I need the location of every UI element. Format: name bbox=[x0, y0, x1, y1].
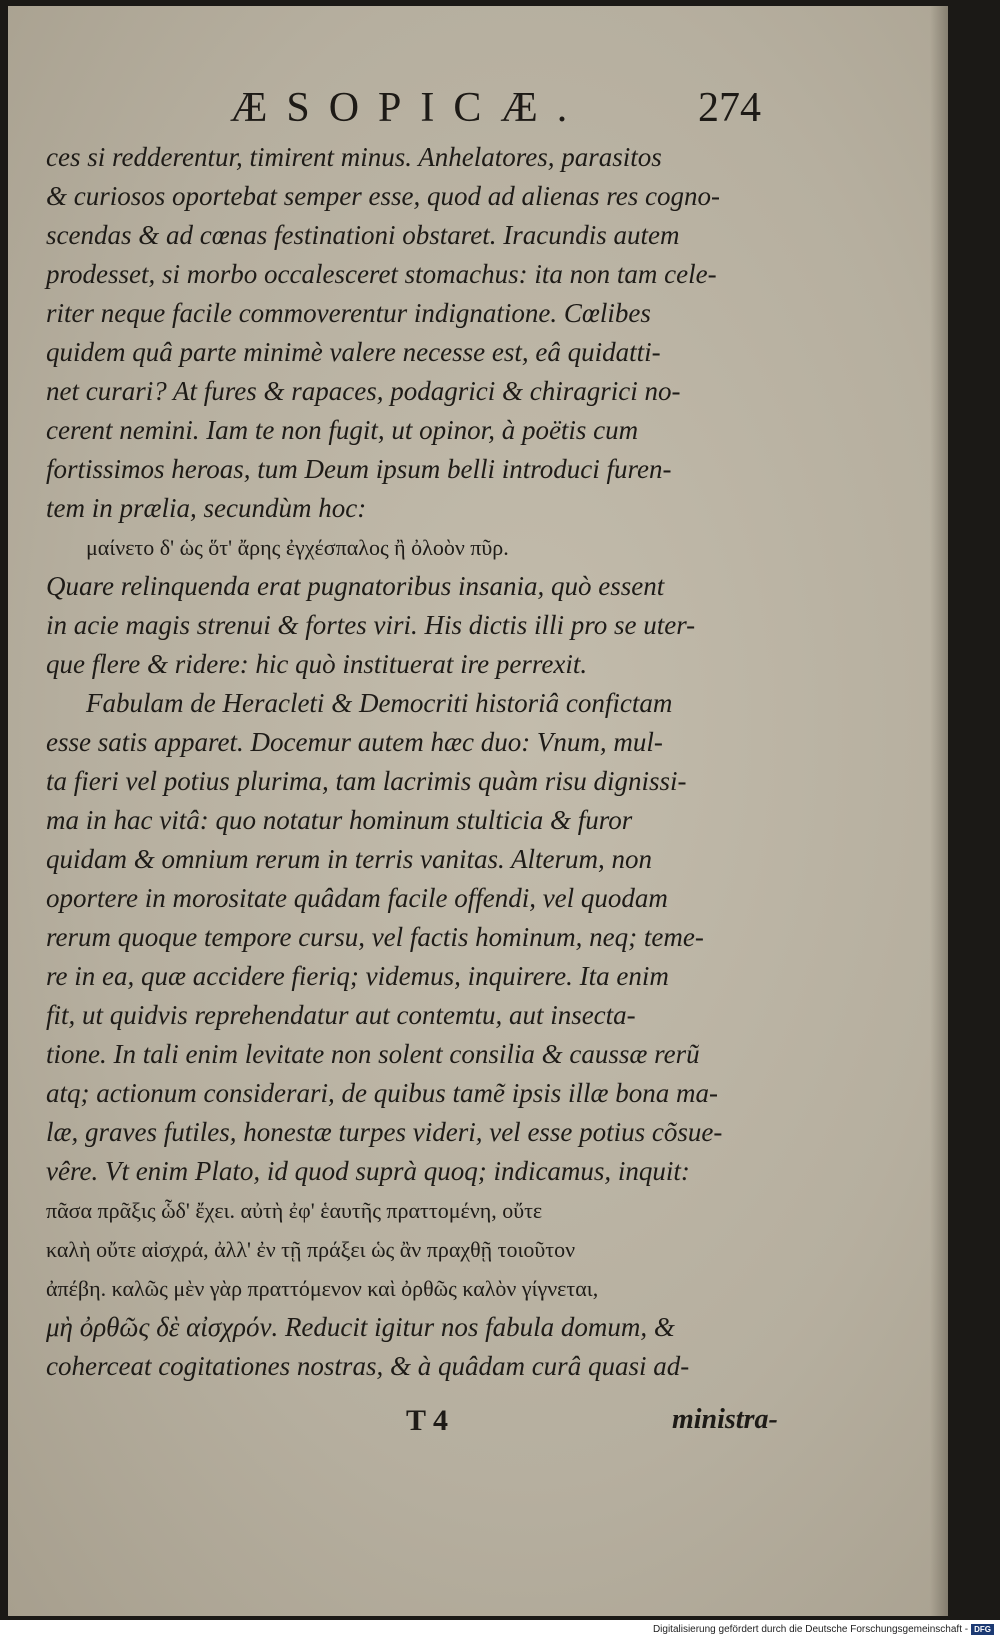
text-line: oportere in morositate quâdam facile offendi, vel quodam bbox=[46, 883, 668, 913]
text-line: net curari? At fures & rapaces, podagrici & chiragrici no- bbox=[46, 376, 681, 406]
text-line: cerent nemini. Iam te non fugit, ut opinor, à poëtis cum bbox=[46, 415, 639, 445]
text-line: ta fieri vel potius plurima, tam lacrimis quàm risu dignissi- bbox=[46, 766, 687, 796]
digitization-credit bbox=[653, 1624, 994, 1635]
greek-text-line: καλὴ οὔτε αἰσχρά, ἀλλ' ἐν τῇ πράξει ὡς ἂν πραχθῇ τοιοῦτον bbox=[46, 1237, 576, 1262]
text-line: læ, graves futiles, honestæ turpes videri, vel esse potius cõsue- bbox=[46, 1117, 723, 1147]
text-line: & curiosos oportebat semper esse, quod ad alienas res cogno- bbox=[46, 181, 720, 211]
text-line: re in ea, quæ accidere fieriq; videmus, inquirere. Ita enim bbox=[46, 961, 669, 991]
book-page bbox=[8, 6, 948, 1616]
greek-text-line: ἀπέβη. καλῶς μὲν γὰρ πραττόμενον καὶ ὀρθῶς καλὸν γίγνεται, bbox=[46, 1276, 599, 1301]
text-line: rerum quoque tempore cursu, vel factis hominum, neq; teme- bbox=[46, 922, 704, 952]
catchword: ministra- bbox=[672, 1404, 778, 1435]
text-line: μὴ ὀρθῶς δὲ αἰσχρόν. Reducit igitur nos fabula domum, & bbox=[46, 1312, 675, 1342]
text-line: que flere & ridere: hic quò instituerat ire perrexit. bbox=[46, 649, 588, 679]
text-line: Quare relinquenda erat pugnatoribus insania, quò essent bbox=[46, 571, 665, 601]
credit-text: Digitalisierung gefördert durch die Deutsche Forschungsgemeinschaft - bbox=[652, 1624, 969, 1635]
text-line: tione. In tali enim levitate non solent consilia & caussæ rerũ bbox=[46, 1039, 700, 1069]
text-line: in acie magis strenui & fortes viri. His dictis illi pro se uter- bbox=[46, 610, 696, 640]
text-line: atq; actionum considerari, de quibus tamẽ ipsis illæ bona ma- bbox=[46, 1078, 718, 1108]
page-footer bbox=[8, 1404, 948, 1444]
page-number: 274 bbox=[698, 85, 761, 131]
page-header bbox=[8, 84, 948, 134]
paragraph-start-line: Fabulam de Heracleti & Democriti historiâ confictam bbox=[86, 688, 673, 718]
signature-mark: T 4 bbox=[406, 1404, 448, 1437]
body-text bbox=[46, 138, 794, 1386]
text-line: fortissimos heroas, tum Deum ipsum belli introduci furen- bbox=[46, 454, 672, 484]
running-title: ÆSOPICÆ. bbox=[230, 85, 587, 131]
page-edge-shadow bbox=[930, 6, 948, 1616]
greek-quote-line: μαίνετο δ' ὡς ὅτ' ἄρης ἐγχέσπαλος ἢ ὀλοὸν πῦρ. bbox=[86, 535, 509, 560]
text-line: quidam & omnium rerum in terris vanitas. Alterum, non bbox=[46, 844, 652, 874]
text-line: riter neque facile commoverentur indignatione. Cœlibes bbox=[46, 298, 651, 328]
text-line: ma in hac vitâ: quo notatur hominum stulticia & furor bbox=[46, 805, 633, 835]
text-line: tem in prælia, secundùm hoc: bbox=[46, 493, 367, 523]
text-line: ces si redderentur, timirent minus. Anhelatores, parasitos bbox=[46, 142, 662, 172]
text-line: coherceat cogitationes nostras, & à quâdam curâ quasi ad- bbox=[46, 1351, 690, 1381]
text-line: vêre. Vt enim Plato, id quod suprà quoq; indicamus, inquit: bbox=[46, 1156, 690, 1186]
text-line: fit, ut quidvis reprehendatur aut contemtu, aut insecta- bbox=[46, 1000, 636, 1030]
dfg-logo-icon: DFG bbox=[971, 1624, 994, 1635]
text-line: esse satis apparet. Docemur autem hæc duo: Vnum, mul- bbox=[46, 727, 663, 757]
text-line: quidem quâ parte minimè valere necesse est, eâ quidatti- bbox=[46, 337, 661, 367]
text-line: scendas & ad cœnas festinationi obstaret. Iracundis autem bbox=[46, 220, 680, 250]
text-line: prodesset, si morbo occalesceret stomachus: ita non tam cele- bbox=[46, 259, 717, 289]
greek-text-line: πᾶσα πρᾶξις ὧδ' ἔχει. αὐτὴ ἐφ' ἑαυτῆς πραττομένη, οὔτε bbox=[46, 1198, 543, 1223]
